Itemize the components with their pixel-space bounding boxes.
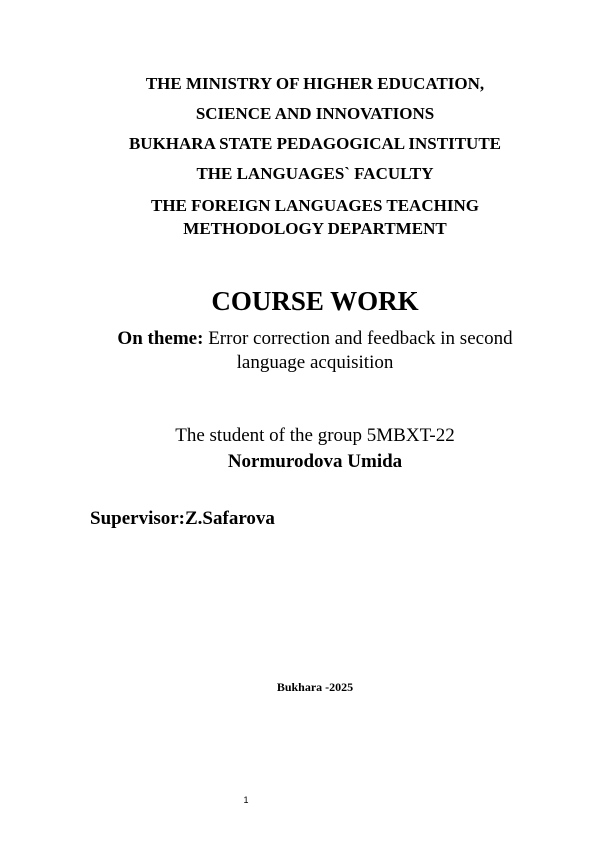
institute-name: BUKHARA STATE PEDAGOGICAL INSTITUTE [128, 134, 502, 153]
supervisor-line: Supervisor:Z.Safarova [90, 508, 275, 529]
faculty-name: THE LANGUAGES` FACULTY [196, 164, 434, 183]
page-number: 1 [243, 795, 249, 805]
ministry-line-1: THE MINISTRY OF HIGHER EDUCATION, [145, 74, 485, 93]
theme-paragraph [96, 327, 534, 375]
document-title: COURSE WORK [211, 286, 419, 316]
student-group-line: The student of the group 5MBXT-22 [175, 425, 455, 446]
student-name: Normurodova Umida [227, 451, 403, 472]
theme-text: Error correction and feedback in second language acquisition [203, 328, 513, 373]
city-year: Bukhara -2025 [276, 680, 354, 694]
department-text: THE FOREIGN LANGUAGES TEACHING METHODOLOGY DEPARTMENT [151, 196, 479, 238]
department-name [0, 194, 596, 240]
ministry-line-2: SCIENCE AND INNOVATIONS [195, 104, 435, 123]
theme-label: On theme: [117, 328, 204, 349]
